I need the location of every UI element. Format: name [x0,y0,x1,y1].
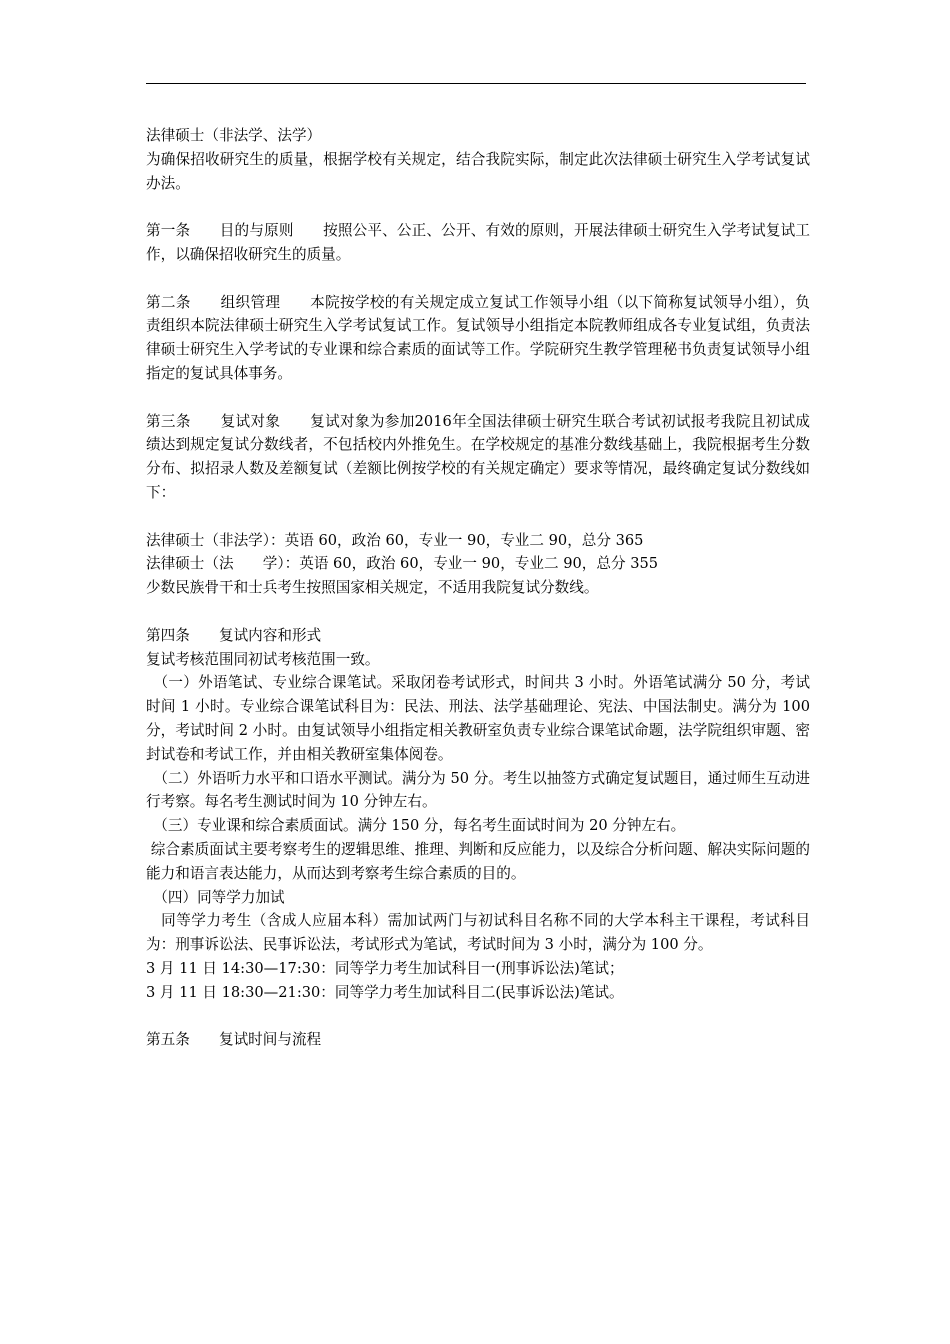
score-line-non-law: 法律硕士（非法学）：英语 60，政治 60，专业一 90，专业二 90，总分 365 [146,531,644,549]
article-4-item-3: （三）专业课和综合素质面试。满分 150 分，每名考生面试时间为 20 分钟左右。 [146,817,686,835]
blank-line [146,195,810,219]
article-3: 第三条 复试对象 复试对象为参加2016年全国法律硕士研究生联合考试初试报考我院且初试成绩达到规定复试分数线者，不包括校内外推免生。在学校规定的基准分数线基础上，我院根据考生分数分布、拟招录人数及差额复试（差额比例按学校的有关规定确定）要求等情况，最终确定复试分数线如下： [146,412,810,501]
article-4-item-2: （二）外语听力水平和口语水平测试。满分为 50 分。考生以抽签方式确定复试题目，通过师生互动进行考察。每名考生测试时间为 10 分钟左右。 [146,769,810,811]
blank-line [146,386,810,410]
article-4-item-3-detail: 综合素质面试主要考察考生的逻辑思维、推理、判断和反应能力，以及综合分析问题、解决实际问题的能力和语言表达能力，从而达到考察考生综合素质的目的。 [146,840,810,882]
blank-line [146,267,810,291]
article-2: 第二条 组织管理 本院按学校的有关规定成立复试工作领导小组（以下简称复试领导小组），负责组织本院法律硕士研究生入学考试复试工作。复试领导小组指定本院教师组成各专业复试组，负责法律硕士研究生入学考试的专业课和综合素质的面试等工作。学院研究生教学管理秘书负责复试领导小组指定的复试具体事务。 [146,293,810,382]
doc-title: 法律硕士（非法学、法学） [146,127,322,144]
article-4-item-1: （一）外语笔试、专业综合课笔试。采取闭卷考试形式，时间共 3 小时。外语笔试满分 50 分，考试时间 1 小时。专业综合课笔试科目为：民法、刑法、法学基础理论、宪法、中国法制史。满分为 100 分，考试时间 2 小时。由复试领导小组指定相关教研室负责专业综合课笔试命题，法学院组织审题、密封试卷和考试工作，并由相关教研室集体阅卷。 [146,674,815,763]
minority-note: 少数民族骨干和士兵考生按照国家相关规定，不适用我院复试分数线。 [146,579,599,597]
document-body [146,124,815,1052]
schedule-line-2: 3 月 11 日 18:30—21:30：同等学力考生加试科目二(民事诉讼法)笔试。 [146,983,624,1001]
article-4-scope: 复试考核范围同初试考核范围一致。 [146,650,380,668]
header-rule [146,83,806,84]
blank-line [146,1004,810,1028]
intro-paragraph: 为确保招收研究生的质量，根据学校有关规定，结合我院实际，制定此次法律硕士研究生入学考试复试办法。 [146,150,810,192]
article-4-item-4: （四）同等学力加试 [146,888,285,906]
article-4-item-4-detail: 同等学力考生（含成人应届本科）需加试两门与初试科目名称不同的大学本科主干课程，考试科目为：刑事诉讼法、民事诉讼法，考试形式为笔试，考试时间为 3 小时，满分为 100 分。 [146,912,810,954]
article-5-heading: 第五条 复试时间与流程 [146,1031,322,1049]
blank-line [146,600,810,624]
schedule-line-1: 3 月 11 日 14:30—17:30：同等学力考生加试科目一(刑事诉讼法)笔试； [146,959,624,977]
article-1: 第一条 目的与原则 按照公平、公正、公开、有效的原则，开展法律硕士研究生入学考试复试工作，以确保招收研究生的质量。 [146,222,810,263]
blank-line [146,505,810,529]
score-line-law: 法律硕士（法 学）：英语 60，政治 60，专业一 90，专业二 90，总分 355 [146,555,659,573]
article-4-heading: 第四条 复试内容和形式 [146,626,322,644]
